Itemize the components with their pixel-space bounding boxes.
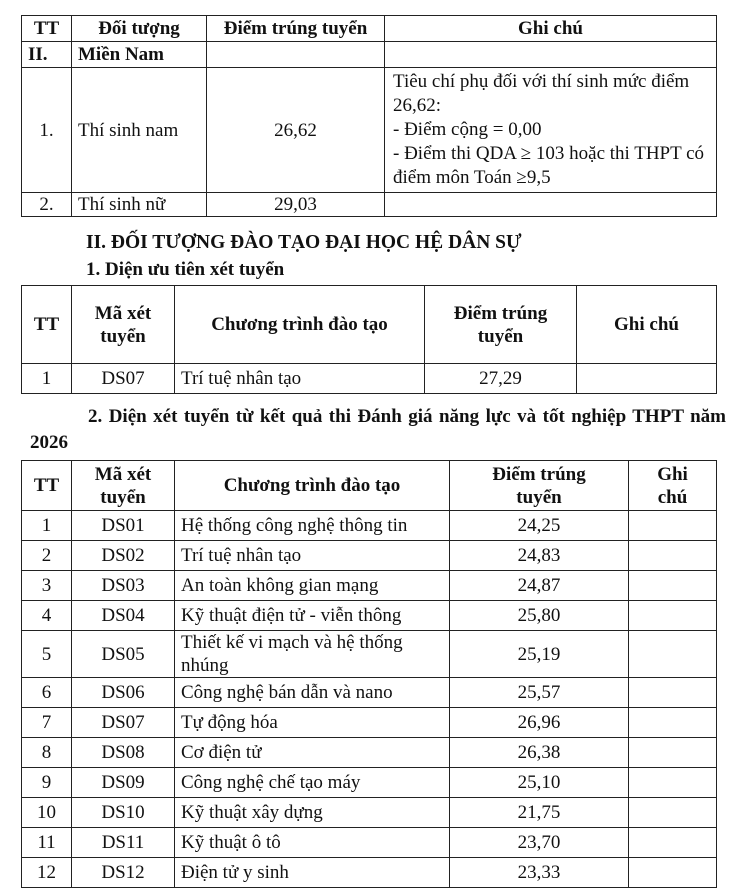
table-row — [22, 828, 717, 858]
row-program: Công nghệ bán dẫn và nano — [175, 678, 450, 708]
table-row — [22, 571, 717, 601]
table-row — [22, 768, 717, 798]
row-code: DS07 — [72, 708, 175, 738]
row-note — [629, 631, 717, 678]
table-row — [22, 193, 717, 217]
row-code: DS07 — [72, 364, 175, 394]
row-code: DS06 — [72, 678, 175, 708]
table-header-row — [22, 461, 717, 511]
row-code: DS11 — [72, 828, 175, 858]
row-note — [629, 678, 717, 708]
row-code: DS12 — [72, 858, 175, 888]
row-tt: 5 — [22, 631, 72, 678]
row-program: Công nghệ chế tạo máy — [175, 768, 450, 798]
table-mien-nam — [21, 15, 717, 217]
row-tt: 7 — [22, 708, 72, 738]
table-header-row — [22, 286, 717, 364]
col-header-code: Mã xét tuyển — [72, 461, 175, 511]
section-label: Miền Nam — [72, 42, 207, 68]
row-tt: 1. — [22, 68, 72, 193]
row-note — [629, 858, 717, 888]
table-body — [22, 511, 717, 888]
row-score: 26,62 — [207, 68, 385, 193]
row-program: Kỹ thuật ô tô — [175, 828, 450, 858]
row-note — [577, 364, 717, 394]
row-note — [385, 68, 717, 193]
row-program: Cơ điện tử — [175, 738, 450, 768]
row-score: 23,33 — [450, 858, 629, 888]
row-program: Kỹ thuật điện tử - viễn thông — [175, 601, 450, 631]
col-header-score: Điểm trúng tuyển — [425, 286, 577, 364]
table-row — [22, 678, 717, 708]
table-row — [22, 601, 717, 631]
row-code: DS05 — [72, 631, 175, 678]
row-score: 21,75 — [450, 798, 629, 828]
row-score: 23,70 — [450, 828, 629, 858]
col-header-subject: Đối tượng — [72, 16, 207, 42]
row-tt: 6 — [22, 678, 72, 708]
note-line: - Điểm thi QDA ≥ 103 hoặc thi THPT có điểm môn Toán ≥9,5 — [393, 143, 705, 188]
row-tt: 1 — [22, 511, 72, 541]
row-program: An toàn không gian mạng — [175, 571, 450, 601]
table-dgnl-thpt — [21, 460, 717, 888]
row-tt: 8 — [22, 738, 72, 768]
col-header-note: Ghi chú — [577, 286, 717, 364]
col-header-tt: TT — [22, 461, 72, 511]
table-header-row — [22, 16, 717, 42]
section-row — [22, 42, 717, 68]
row-tt: 12 — [22, 858, 72, 888]
table-uu-tien — [21, 285, 717, 394]
row-subject: Thí sinh nữ — [72, 193, 207, 217]
row-score: 25,19 — [450, 631, 629, 678]
table-row — [22, 68, 717, 193]
row-tt: 4 — [22, 601, 72, 631]
row-score: 25,57 — [450, 678, 629, 708]
row-note — [629, 708, 717, 738]
row-program: Điện tử y sinh — [175, 858, 450, 888]
table-row — [22, 798, 717, 828]
col-header-note: Ghi chú — [385, 16, 717, 42]
row-score: 24,83 — [450, 541, 629, 571]
row-note — [629, 511, 717, 541]
subsection-title-2: 2. Diện xét tuyển từ kết quả thi Đánh giá năng lực và tốt nghiệp THPT năm 2026 — [30, 406, 726, 453]
row-tt: 10 — [22, 798, 72, 828]
subsection-title-1: 1. Diện ưu tiên xét tuyển — [86, 259, 285, 280]
row-note — [629, 541, 717, 571]
table-row — [22, 541, 717, 571]
row-code: DS03 — [72, 571, 175, 601]
row-program: Tự động hóa — [175, 708, 450, 738]
table-row — [22, 738, 717, 768]
row-note — [629, 601, 717, 631]
row-program: Thiết kế vi mạch và hệ thống nhúng — [175, 631, 450, 678]
row-code: DS02 — [72, 541, 175, 571]
row-score: 26,96 — [450, 708, 629, 738]
col-header-program: Chương trình đào tạo — [175, 461, 450, 511]
table-row — [22, 858, 717, 888]
row-tt: 11 — [22, 828, 72, 858]
col-header-code: Mã xét tuyển — [72, 286, 175, 364]
col-header-program: Chương trình đào tạo — [175, 286, 425, 364]
row-program: Trí tuệ nhân tạo — [175, 364, 425, 394]
row-tt: 2. — [22, 193, 72, 217]
col-header-score: Điểm trúng tuyển — [207, 16, 385, 42]
table-row — [22, 631, 717, 678]
row-tt: 9 — [22, 768, 72, 798]
row-note — [629, 798, 717, 828]
row-score: 24,25 — [450, 511, 629, 541]
row-code: DS01 — [72, 511, 175, 541]
row-note — [629, 768, 717, 798]
section-title: II. ĐỐI TƯỢNG ĐÀO TẠO ĐẠI HỌC HỆ DÂN SỰ — [86, 232, 522, 253]
section-tt: II. — [22, 42, 72, 68]
note-line: - Điểm cộng = 0,00 — [393, 119, 542, 140]
col-header-score: Điểm trúng tuyển — [450, 461, 629, 511]
table-row — [22, 364, 717, 394]
row-score: 25,10 — [450, 768, 629, 798]
row-score: 24,87 — [450, 571, 629, 601]
row-subject: Thí sinh nam — [72, 68, 207, 193]
table-row — [22, 708, 717, 738]
row-score: 25,80 — [450, 601, 629, 631]
row-note — [629, 738, 717, 768]
row-code: DS10 — [72, 798, 175, 828]
note-line: Tiêu chí phụ đối với thí sinh mức điểm 26,62: — [393, 71, 690, 116]
row-tt: 3 — [22, 571, 72, 601]
row-program: Kỹ thuật xây dựng — [175, 798, 450, 828]
row-score: 26,38 — [450, 738, 629, 768]
col-header-tt: TT — [22, 16, 72, 42]
col-header-tt: TT — [22, 286, 72, 364]
row-code: DS09 — [72, 768, 175, 798]
row-program: Hệ thống công nghệ thông tin — [175, 511, 450, 541]
row-score: 27,29 — [425, 364, 577, 394]
row-note — [629, 828, 717, 858]
row-score: 29,03 — [207, 193, 385, 217]
row-tt: 1 — [22, 364, 72, 394]
row-code: DS08 — [72, 738, 175, 768]
row-code: DS04 — [72, 601, 175, 631]
row-tt: 2 — [22, 541, 72, 571]
row-program: Trí tuệ nhân tạo — [175, 541, 450, 571]
table-row — [22, 511, 717, 541]
col-header-note: Ghi chú — [629, 461, 717, 511]
row-note — [629, 571, 717, 601]
